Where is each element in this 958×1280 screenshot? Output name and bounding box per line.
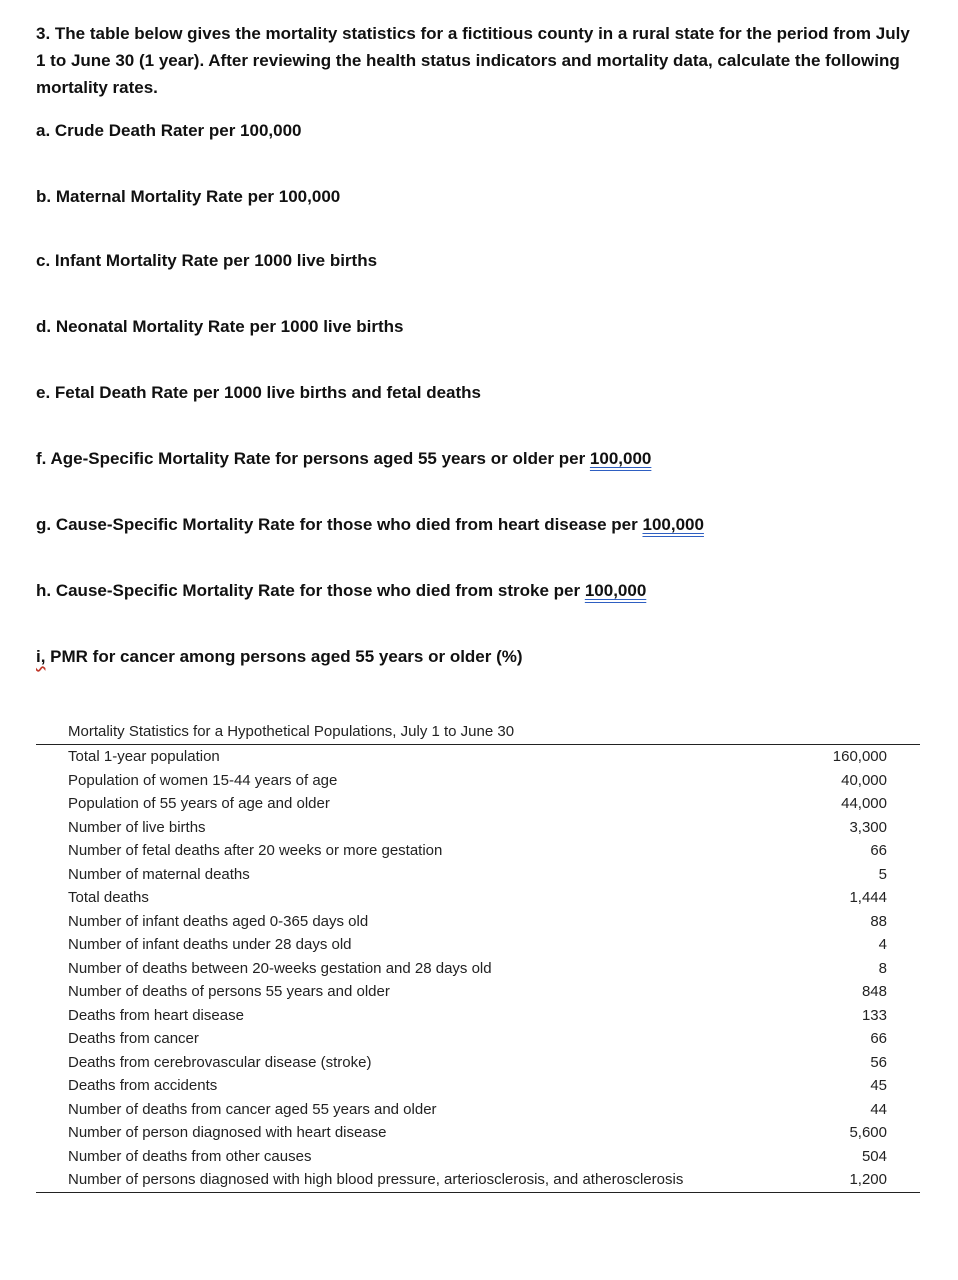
row-label: Number of persons diagnosed with high blood pressure, arteriosclerosis, and atherosclerosis <box>68 1171 684 1188</box>
question-f <box>36 447 651 471</box>
row-value: 8 <box>878 959 887 977</box>
table-row <box>36 1121 920 1145</box>
question-i-marker: i, <box>36 647 46 666</box>
row-value: 44,000 <box>841 795 887 812</box>
row-value: 3,300 <box>849 818 887 836</box>
table-row <box>36 933 920 957</box>
table-row <box>36 745 920 769</box>
row-label: Deaths from cerebrovascular disease (stroke) <box>68 1053 372 1071</box>
row-label: Deaths from accidents <box>68 1077 218 1094</box>
row-label: Number of infant deaths under 28 days old <box>68 936 352 953</box>
question-h <box>36 579 646 603</box>
row-value: 848 <box>861 983 887 1000</box>
row-label: Total deaths <box>68 889 149 906</box>
row-label: Number of fetal deaths after 20 weeks or more gestation <box>68 842 443 859</box>
question-b: b. Maternal Mortality Rate per 100,000 <box>36 187 341 206</box>
row-label: Number of maternal deaths <box>68 865 250 883</box>
table-row <box>36 1168 920 1192</box>
table-row <box>36 1098 920 1122</box>
row-value: 88 <box>870 912 887 930</box>
row-label: Deaths from cancer <box>68 1030 199 1047</box>
row-value: 66 <box>870 1030 887 1047</box>
table-row <box>36 1051 920 1075</box>
row-value: 5,600 <box>849 1124 887 1141</box>
question-intro: 3. The table below gives the mortality statistics for a fictitious county in a rural state for the period from July 1 to June 30 (1 year). After reviewing the health status indicators and mortality data, calculate the following mortality rates. <box>36 24 910 97</box>
row-label: Total 1-year population <box>68 748 220 765</box>
table-row <box>36 863 920 887</box>
table-row <box>36 1027 920 1051</box>
row-label: Number of live births <box>68 818 206 836</box>
row-label: Number of deaths from cancer aged 55 years and older <box>68 1100 437 1118</box>
row-value: 1,444 <box>849 889 887 906</box>
row-value: 160,000 <box>832 748 887 765</box>
question-e: e. Fetal Death Rate per 1000 live births and fetal deaths <box>36 383 481 402</box>
table-row <box>36 1004 920 1028</box>
mortality-table <box>36 720 920 1193</box>
table-row <box>36 816 920 840</box>
table-row <box>36 886 920 910</box>
row-value: 4 <box>878 936 887 953</box>
question-i-text: PMR for cancer among persons aged 55 years or older (%) <box>45 647 523 666</box>
question-f-text: f. Age-Specific Mortality Rate for persons aged 55 years or older per <box>36 449 590 468</box>
question-f-underlined: 100,000 <box>589 449 652 468</box>
table-body <box>36 745 920 1193</box>
row-value: 56 <box>870 1053 887 1071</box>
table-row <box>36 839 920 863</box>
row-label: Number of deaths of persons 55 years and older <box>68 983 390 1000</box>
table-row <box>36 980 920 1004</box>
table-row <box>36 910 920 934</box>
question-a: a. Crude Death Rater per 100,000 <box>36 121 302 140</box>
row-label: Deaths from heart disease <box>68 1006 244 1024</box>
table-row <box>36 1145 920 1169</box>
table-title: Mortality Statistics for a Hypothetical Populations, July 1 to June 30 <box>36 720 920 745</box>
table-row <box>36 1074 920 1098</box>
table-row <box>36 769 920 793</box>
row-label: Population of 55 years of age and older <box>68 795 330 812</box>
row-label: Number of person diagnosed with heart disease <box>68 1124 387 1141</box>
question-h-underlined: 100,000 <box>584 581 647 600</box>
row-value: 1,200 <box>849 1171 887 1188</box>
row-value: 44 <box>870 1100 887 1118</box>
question-d: d. Neonatal Mortality Rate per 1000 live births <box>36 317 404 336</box>
row-value: 5 <box>878 865 887 883</box>
question-c: c. Infant Mortality Rate per 1000 live births <box>36 251 378 270</box>
row-label: Number of deaths between 20-weeks gestation and 28 days old <box>68 959 492 977</box>
row-value: 45 <box>870 1077 887 1094</box>
question-g-text: g. Cause-Specific Mortality Rate for those who died from heart disease per <box>36 515 643 534</box>
row-label: Number of infant deaths aged 0-365 days old <box>68 912 369 930</box>
row-label: Population of women 15-44 years of age <box>68 771 338 789</box>
row-label: Number of deaths from other causes <box>68 1147 312 1165</box>
table-row <box>36 957 920 981</box>
question-g <box>36 513 704 537</box>
row-value: 504 <box>861 1147 887 1165</box>
question-g-underlined: 100,000 <box>642 515 704 534</box>
row-value: 66 <box>870 842 887 859</box>
question-h-text: h. Cause-Specific Mortality Rate for those who died from stroke per <box>36 581 585 600</box>
table-row <box>36 792 920 816</box>
question-i <box>36 645 523 669</box>
row-value: 40,000 <box>841 771 887 789</box>
row-value: 133 <box>861 1006 887 1024</box>
